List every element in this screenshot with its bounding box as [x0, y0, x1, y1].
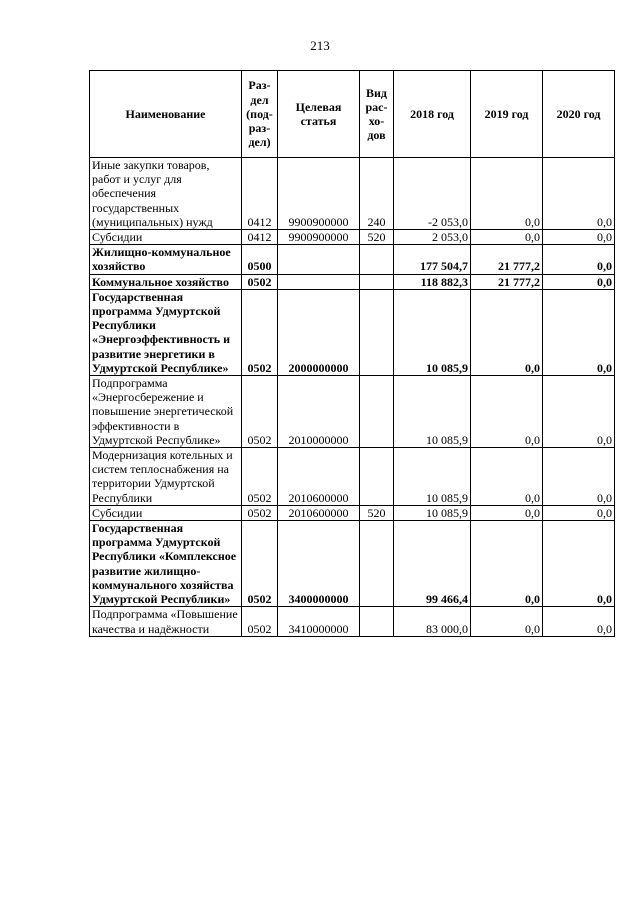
- row-2020: 0,0: [543, 448, 615, 506]
- table-row: [90, 607, 615, 636]
- header-row: [90, 71, 615, 158]
- budget-table: [89, 70, 615, 637]
- row-name: Подпрограмма «Повышение качества и надёжности: [90, 607, 242, 636]
- header-section: Раз-дел (под-раз-дел): [242, 71, 278, 158]
- page-number: 213: [310, 38, 330, 53]
- row-article: 2000000000: [278, 289, 360, 375]
- row-2020: 0,0: [543, 505, 615, 520]
- row-article: [278, 245, 360, 274]
- row-section: 0502: [242, 448, 278, 506]
- row-2018: 10 085,9: [394, 448, 471, 506]
- row-article: 2010600000: [278, 448, 360, 506]
- row-2019: 0,0: [471, 521, 543, 607]
- row-type: [360, 274, 394, 289]
- row-2018: 177 504,7: [394, 245, 471, 274]
- row-type: [360, 448, 394, 506]
- row-2020: 0,0: [543, 245, 615, 274]
- row-2019: 0,0: [471, 376, 543, 448]
- row-2018: 118 882,3: [394, 274, 471, 289]
- table-row: [90, 448, 615, 506]
- row-type: [360, 376, 394, 448]
- row-2019: 21 777,2: [471, 274, 543, 289]
- row-2018: 99 466,4: [394, 521, 471, 607]
- row-name: Жилищно-коммунальное хозяйство: [90, 245, 242, 274]
- row-name: Государственная программа Удмуртской Республики «Комплексное развитие жилищно-коммунального хозяйства Удмуртской Республики»: [90, 521, 242, 607]
- row-2019: 0,0: [471, 230, 543, 245]
- row-name: Субсидии: [90, 230, 242, 245]
- row-section: 0502: [242, 289, 278, 375]
- row-type: 240: [360, 158, 394, 230]
- row-name: Модернизация котельных и систем теплоснабжения на территории Удмуртской Республики: [90, 448, 242, 506]
- row-article: 3410000000: [278, 607, 360, 636]
- row-section: 0502: [242, 607, 278, 636]
- row-type: [360, 521, 394, 607]
- row-2020: 0,0: [543, 521, 615, 607]
- row-2020: 0,0: [543, 376, 615, 448]
- table-row: [90, 230, 615, 245]
- row-type: 520: [360, 230, 394, 245]
- row-section: 0500: [242, 245, 278, 274]
- row-2018: 10 085,9: [394, 289, 471, 375]
- row-2020: 0,0: [543, 230, 615, 245]
- header-2020: 2020 год: [543, 71, 615, 158]
- row-article: 3400000000: [278, 521, 360, 607]
- header-2019: 2019 год: [471, 71, 543, 158]
- row-name: Подпрограмма «Энергосбережение и повышение энергетической эффективности в Удмуртской Республике»: [90, 376, 242, 448]
- row-section: 0502: [242, 505, 278, 520]
- row-2018: 2 053,0: [394, 230, 471, 245]
- row-name: Государственная программа Удмуртской Республики «Энергоэффективность и развитие энергетики в Удмуртской Республике»: [90, 289, 242, 375]
- row-2018: 10 085,9: [394, 376, 471, 448]
- table-row: [90, 521, 615, 607]
- row-article: 9900900000: [278, 158, 360, 230]
- row-type: [360, 607, 394, 636]
- row-2018: -2 053,0: [394, 158, 471, 230]
- header-name: Наименование: [90, 71, 242, 158]
- row-2019: 0,0: [471, 158, 543, 230]
- row-section: 0502: [242, 376, 278, 448]
- row-name: Иные закупки товаров, работ и услуг для обеспечения государственных (муниципальных) нужд: [90, 158, 242, 230]
- row-section: 0502: [242, 274, 278, 289]
- row-2019: 0,0: [471, 607, 543, 636]
- row-2018: 10 085,9: [394, 505, 471, 520]
- row-2020: 0,0: [543, 607, 615, 636]
- row-2019: 0,0: [471, 505, 543, 520]
- row-2018: 83 000,0: [394, 607, 471, 636]
- table-row: [90, 245, 615, 274]
- row-section: 0412: [242, 158, 278, 230]
- row-article: 2010000000: [278, 376, 360, 448]
- table-row: [90, 376, 615, 448]
- table-row: [90, 505, 615, 520]
- header-type: Вид рас-хо-дов: [360, 71, 394, 158]
- row-name: Коммунальное хозяйство: [90, 274, 242, 289]
- header-2018: 2018 год: [394, 71, 471, 158]
- table-row: [90, 289, 615, 375]
- table-row: [90, 158, 615, 230]
- row-section: 0412: [242, 230, 278, 245]
- row-2019: 0,0: [471, 289, 543, 375]
- row-section: 0502: [242, 521, 278, 607]
- header-article: Целевая статья: [278, 71, 360, 158]
- row-2020: 0,0: [543, 274, 615, 289]
- row-2019: 21 777,2: [471, 245, 543, 274]
- row-2019: 0,0: [471, 448, 543, 506]
- row-article: 2010600000: [278, 505, 360, 520]
- row-type: 520: [360, 505, 394, 520]
- row-2020: 0,0: [543, 289, 615, 375]
- row-2020: 0,0: [543, 158, 615, 230]
- row-type: [360, 245, 394, 274]
- row-name: Субсидии: [90, 505, 242, 520]
- row-article: [278, 274, 360, 289]
- row-type: [360, 289, 394, 375]
- table-row: [90, 274, 615, 289]
- row-article: 9900900000: [278, 230, 360, 245]
